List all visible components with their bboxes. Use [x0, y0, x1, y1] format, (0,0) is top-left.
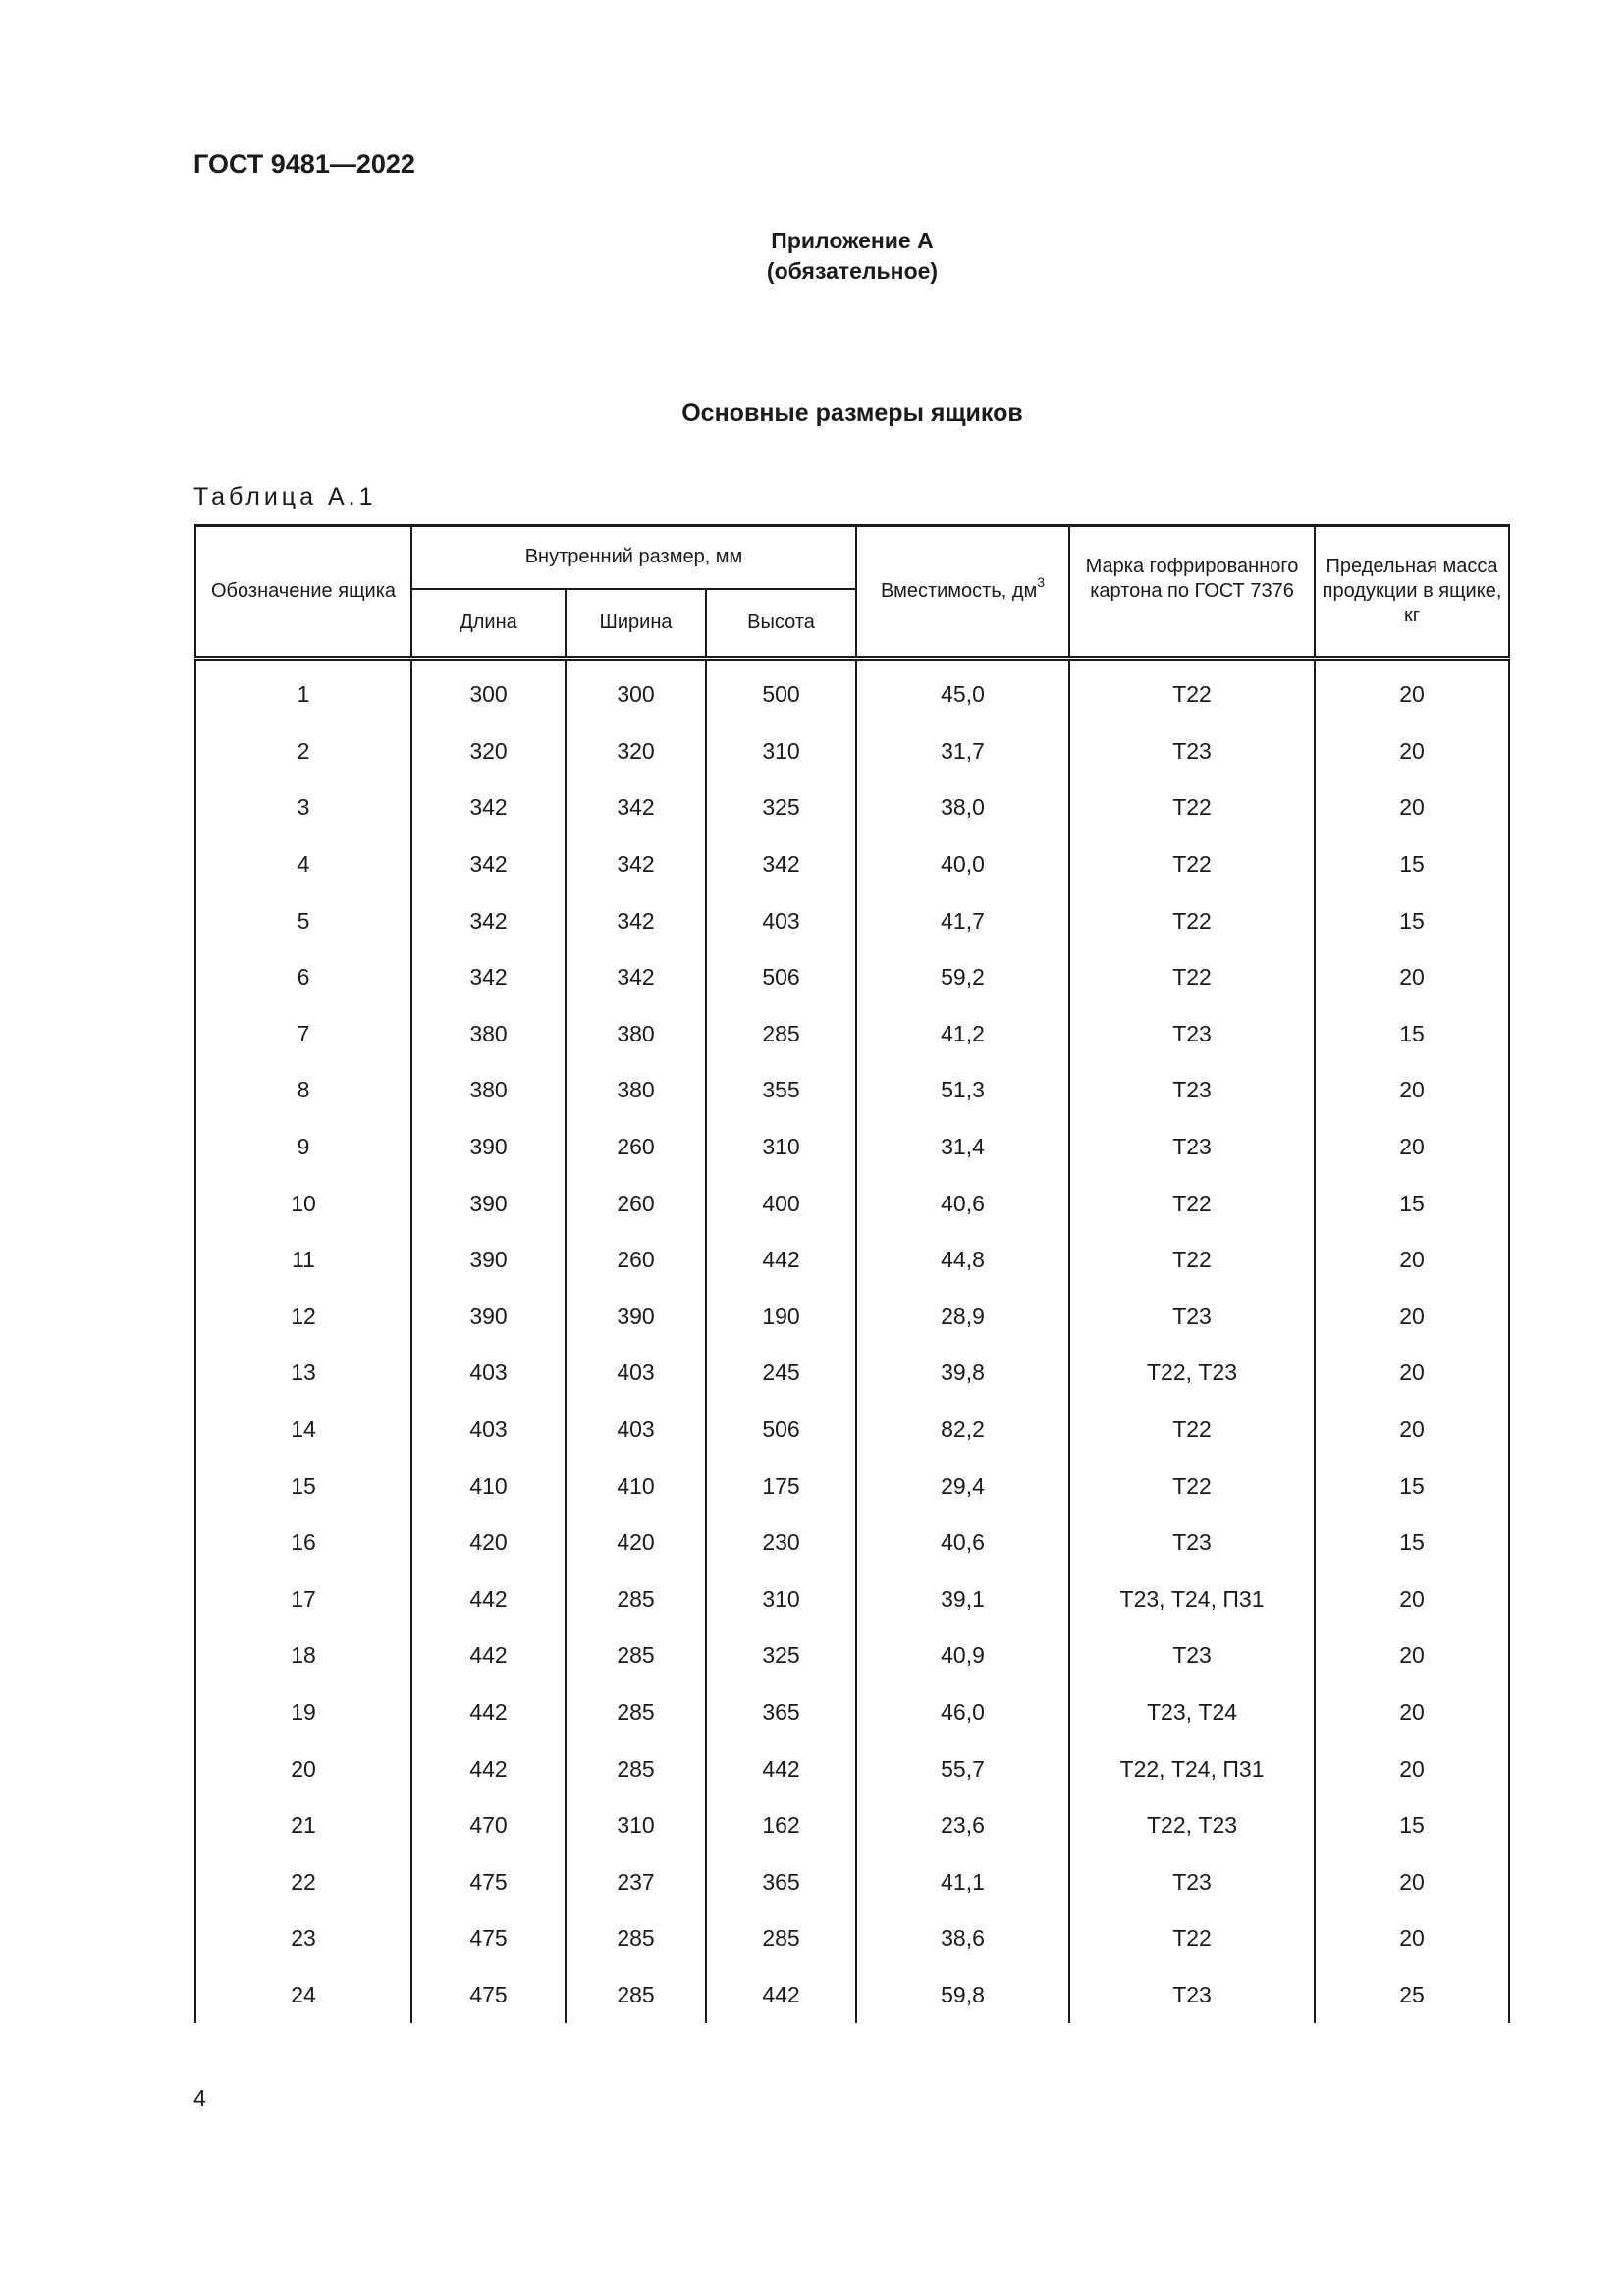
table-row [195, 949, 1509, 1006]
cell-capacity: 55,7 [856, 1740, 1069, 1797]
table-row [195, 723, 1509, 780]
cell-capacity: 39,8 [856, 1345, 1069, 1402]
cell-height: 325 [706, 1628, 856, 1684]
cell-height: 506 [706, 1402, 856, 1459]
table-body [195, 659, 1509, 2024]
cell-length: 390 [411, 1119, 566, 1176]
cell-length: 390 [411, 1175, 566, 1232]
cell-designation: 4 [195, 836, 411, 893]
cell-height: 162 [706, 1797, 856, 1854]
cell-capacity: 51,3 [856, 1062, 1069, 1119]
cell-max-mass: 20 [1315, 1062, 1509, 1119]
col-width: Ширина [566, 589, 706, 659]
cell-capacity: 38,0 [856, 779, 1069, 836]
cell-length: 390 [411, 1232, 566, 1289]
cell-height: 403 [706, 892, 856, 949]
cell-grade: Т23 [1069, 1628, 1315, 1684]
cell-width: 320 [566, 723, 706, 780]
cell-length: 403 [411, 1402, 566, 1459]
table-row [195, 1967, 1509, 2024]
cell-width: 410 [566, 1458, 706, 1515]
cell-capacity: 41,2 [856, 1006, 1069, 1063]
cell-height: 310 [706, 1572, 856, 1629]
cell-width: 342 [566, 779, 706, 836]
cell-width: 380 [566, 1062, 706, 1119]
cell-grade: Т23 [1069, 1062, 1315, 1119]
cell-length: 475 [411, 1967, 566, 2024]
cell-height: 342 [706, 836, 856, 893]
cell-length: 442 [411, 1740, 566, 1797]
cell-grade: Т23 [1069, 1967, 1315, 2024]
table-row [195, 1684, 1509, 1741]
cell-max-mass: 20 [1315, 1232, 1509, 1289]
cell-length: 342 [411, 836, 566, 893]
table-row [195, 779, 1509, 836]
table-row [195, 1119, 1509, 1176]
cell-capacity: 41,1 [856, 1853, 1069, 1910]
table-row [195, 1628, 1509, 1684]
table-row [195, 836, 1509, 893]
cell-designation: 19 [195, 1684, 411, 1741]
cell-grade: Т22, Т23 [1069, 1345, 1315, 1402]
cell-designation: 17 [195, 1572, 411, 1629]
table-row [195, 892, 1509, 949]
section-title: Основные размеры ящиков [681, 400, 1023, 427]
cell-designation: 5 [195, 892, 411, 949]
cell-capacity: 59,2 [856, 949, 1069, 1006]
cell-capacity: 31,7 [856, 723, 1069, 780]
cell-capacity: 38,6 [856, 1910, 1069, 1967]
cell-height: 400 [706, 1175, 856, 1232]
cell-capacity: 40,6 [856, 1515, 1069, 1572]
col-capacity [856, 526, 1069, 659]
cell-grade: Т23, Т24, П31 [1069, 1572, 1315, 1629]
cell-capacity: 28,9 [856, 1289, 1069, 1346]
table-row [195, 1910, 1509, 1967]
cell-designation: 18 [195, 1628, 411, 1684]
cell-grade: Т22, Т24, П31 [1069, 1740, 1315, 1797]
cell-designation: 21 [195, 1797, 411, 1854]
annex-status: (обязательное) [766, 258, 939, 284]
cell-grade: Т22 [1069, 1910, 1315, 1967]
cell-grade: Т22 [1069, 949, 1315, 1006]
table-row [195, 1289, 1509, 1346]
table-row [195, 1458, 1509, 1515]
cell-length: 410 [411, 1458, 566, 1515]
cell-height: 442 [706, 1967, 856, 2024]
col-designation: Обозначение ящика [195, 526, 411, 659]
cell-height: 230 [706, 1515, 856, 1572]
cell-capacity: 29,4 [856, 1458, 1069, 1515]
cell-max-mass: 20 [1315, 1572, 1509, 1629]
cell-grade: Т23, Т24 [1069, 1684, 1315, 1741]
cell-designation: 20 [195, 1740, 411, 1797]
col-max-mass: Предельная масса продукции в ящике, кг [1315, 526, 1509, 659]
cell-designation: 16 [195, 1515, 411, 1572]
table-row [195, 1006, 1509, 1063]
cell-grade: Т22 [1069, 1175, 1315, 1232]
cell-capacity: 41,7 [856, 892, 1069, 949]
cell-max-mass: 20 [1315, 1910, 1509, 1967]
cell-max-mass: 20 [1315, 1853, 1509, 1910]
header-row [195, 526, 1509, 589]
cell-width: 420 [566, 1515, 706, 1572]
table-row [195, 1232, 1509, 1289]
cell-grade: Т23 [1069, 1853, 1315, 1910]
cell-capacity: 39,1 [856, 1572, 1069, 1629]
table-row [195, 659, 1509, 723]
cell-grade: Т23 [1069, 1515, 1315, 1572]
cell-height: 310 [706, 723, 856, 780]
table-caption: Таблица А.1 [193, 483, 377, 510]
cell-length: 442 [411, 1628, 566, 1684]
cell-width: 380 [566, 1006, 706, 1063]
cell-height: 245 [706, 1345, 856, 1402]
cell-length: 420 [411, 1515, 566, 1572]
cell-max-mass: 20 [1315, 1628, 1509, 1684]
cell-length: 442 [411, 1684, 566, 1741]
cell-length: 390 [411, 1289, 566, 1346]
cell-grade: Т22 [1069, 892, 1315, 949]
cell-height: 285 [706, 1006, 856, 1063]
cell-max-mass: 20 [1315, 1289, 1509, 1346]
cell-height: 500 [706, 659, 856, 723]
cell-grade: Т22 [1069, 779, 1315, 836]
page-number: 4 [193, 2085, 206, 2110]
cell-width: 237 [566, 1853, 706, 1910]
cell-capacity: 44,8 [856, 1232, 1069, 1289]
cell-designation: 22 [195, 1853, 411, 1910]
cell-width: 260 [566, 1175, 706, 1232]
cell-width: 260 [566, 1119, 706, 1176]
cell-grade: Т23 [1069, 1006, 1315, 1063]
table-row [195, 1853, 1509, 1910]
cell-max-mass: 20 [1315, 723, 1509, 780]
cell-length: 475 [411, 1853, 566, 1910]
cell-designation: 1 [195, 659, 411, 723]
cell-capacity: 40,6 [856, 1175, 1069, 1232]
table-row [195, 1797, 1509, 1854]
col-capacity-label: Вместимость, дм [880, 580, 1038, 602]
cell-height: 325 [706, 779, 856, 836]
cell-height: 442 [706, 1740, 856, 1797]
cell-max-mass: 15 [1315, 1797, 1509, 1854]
cell-max-mass: 15 [1315, 1006, 1509, 1063]
table-row [195, 1175, 1509, 1232]
cell-designation: 7 [195, 1006, 411, 1063]
cell-max-mass: 20 [1315, 1345, 1509, 1402]
cell-capacity: 23,6 [856, 1797, 1069, 1854]
cell-max-mass: 20 [1315, 1740, 1509, 1797]
cell-grade: Т23 [1069, 1289, 1315, 1346]
cell-capacity: 46,0 [856, 1684, 1069, 1741]
cell-designation: 12 [195, 1289, 411, 1346]
cell-designation: 3 [195, 779, 411, 836]
cell-max-mass: 20 [1315, 779, 1509, 836]
cell-height: 365 [706, 1853, 856, 1910]
cell-max-mass: 20 [1315, 949, 1509, 1006]
cell-height: 355 [706, 1062, 856, 1119]
cell-capacity: 45,0 [856, 659, 1069, 723]
cell-length: 342 [411, 779, 566, 836]
cell-length: 380 [411, 1062, 566, 1119]
cell-designation: 6 [195, 949, 411, 1006]
annex-title: Приложение А [771, 228, 934, 253]
box-dimensions-table [194, 524, 1510, 2023]
annex-heading [0, 226, 1624, 287]
col-capacity-exponent: 3 [1037, 574, 1046, 591]
cell-grade: Т22 [1069, 1232, 1315, 1289]
cell-max-mass: 20 [1315, 659, 1509, 723]
cell-length: 300 [411, 659, 566, 723]
table-row [195, 1740, 1509, 1797]
cell-height: 365 [706, 1684, 856, 1741]
cell-max-mass: 20 [1315, 1402, 1509, 1459]
cell-width: 285 [566, 1910, 706, 1967]
cell-designation: 10 [195, 1175, 411, 1232]
cell-width: 403 [566, 1345, 706, 1402]
cell-width: 285 [566, 1572, 706, 1629]
cell-length: 470 [411, 1797, 566, 1854]
cell-max-mass: 15 [1315, 1175, 1509, 1232]
table-row [195, 1402, 1509, 1459]
cell-width: 285 [566, 1684, 706, 1741]
cell-width: 300 [566, 659, 706, 723]
table-row [195, 1515, 1509, 1572]
cell-grade: Т23 [1069, 723, 1315, 780]
cell-length: 342 [411, 949, 566, 1006]
cell-max-mass: 25 [1315, 1967, 1509, 2024]
cell-length: 442 [411, 1572, 566, 1629]
cell-length: 380 [411, 1006, 566, 1063]
table-row [195, 1062, 1509, 1119]
cell-length: 475 [411, 1910, 566, 1967]
cell-max-mass: 20 [1315, 1119, 1509, 1176]
cell-width: 342 [566, 949, 706, 1006]
cell-max-mass: 15 [1315, 836, 1509, 893]
table-row [195, 1345, 1509, 1402]
cell-designation: 23 [195, 1910, 411, 1967]
cell-designation: 8 [195, 1062, 411, 1119]
cell-designation: 15 [195, 1458, 411, 1515]
cell-grade: Т22 [1069, 836, 1315, 893]
cell-capacity: 31,4 [856, 1119, 1069, 1176]
col-grade: Марка гофрированного картона по ГОСТ 7376 [1069, 526, 1315, 659]
cell-designation: 14 [195, 1402, 411, 1459]
cell-designation: 11 [195, 1232, 411, 1289]
cell-length: 342 [411, 892, 566, 949]
cell-width: 390 [566, 1289, 706, 1346]
cell-length: 403 [411, 1345, 566, 1402]
col-length: Длина [411, 589, 566, 659]
cell-designation: 13 [195, 1345, 411, 1402]
cell-max-mass: 15 [1315, 1515, 1509, 1572]
cell-width: 260 [566, 1232, 706, 1289]
cell-height: 175 [706, 1458, 856, 1515]
cell-capacity: 40,9 [856, 1628, 1069, 1684]
cell-grade: Т22 [1069, 1402, 1315, 1459]
cell-height: 310 [706, 1119, 856, 1176]
cell-height: 285 [706, 1910, 856, 1967]
cell-max-mass: 20 [1315, 1684, 1509, 1741]
document-code: ГОСТ 9481—2022 [193, 149, 415, 179]
table-row [195, 1572, 1509, 1629]
cell-designation: 2 [195, 723, 411, 780]
cell-width: 342 [566, 892, 706, 949]
col-inner-size-group: Внутренний размер, мм [411, 526, 856, 589]
cell-width: 285 [566, 1967, 706, 2024]
cell-width: 285 [566, 1740, 706, 1797]
col-height: Высота [706, 589, 856, 659]
cell-designation: 9 [195, 1119, 411, 1176]
cell-max-mass: 15 [1315, 1458, 1509, 1515]
cell-width: 403 [566, 1402, 706, 1459]
table-header [195, 526, 1509, 659]
cell-capacity: 59,8 [856, 1967, 1069, 2024]
cell-width: 310 [566, 1797, 706, 1854]
cell-grade: Т22 [1069, 1458, 1315, 1515]
cell-grade: Т23 [1069, 1119, 1315, 1176]
cell-max-mass: 15 [1315, 892, 1509, 949]
cell-designation: 24 [195, 1967, 411, 2024]
table-container [194, 524, 1508, 2022]
cell-capacity: 82,2 [856, 1402, 1069, 1459]
cell-grade: Т22, Т23 [1069, 1797, 1315, 1854]
cell-height: 506 [706, 949, 856, 1006]
cell-width: 285 [566, 1628, 706, 1684]
cell-length: 320 [411, 723, 566, 780]
cell-height: 442 [706, 1232, 856, 1289]
cell-width: 342 [566, 836, 706, 893]
cell-grade: Т22 [1069, 659, 1315, 723]
cell-capacity: 40,0 [856, 836, 1069, 893]
cell-height: 190 [706, 1289, 856, 1346]
